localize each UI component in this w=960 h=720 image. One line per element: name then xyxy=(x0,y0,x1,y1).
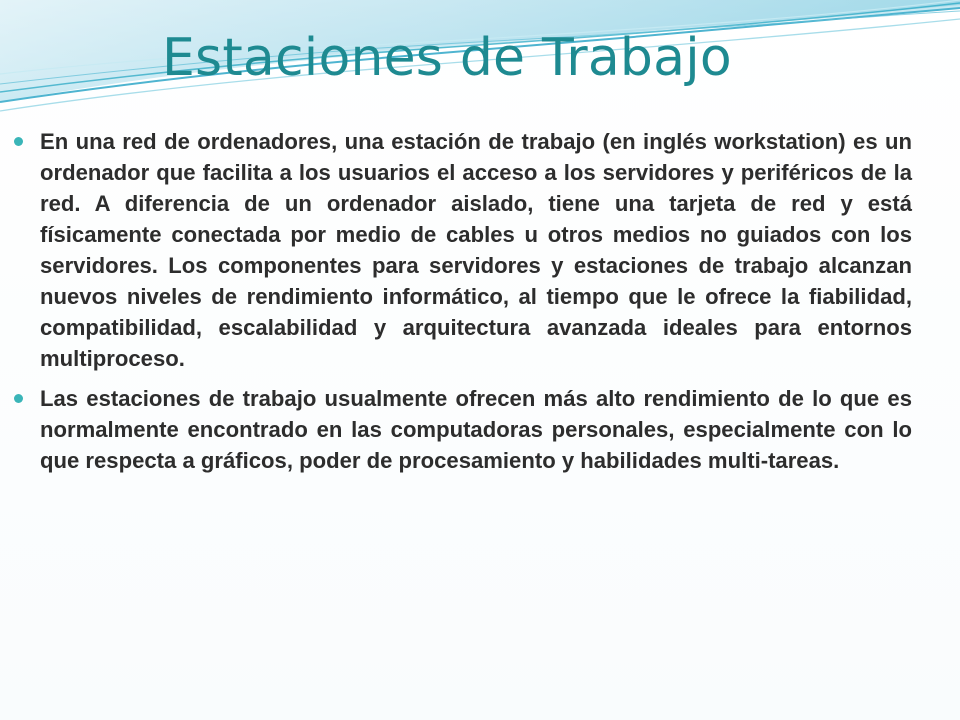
bullet-item xyxy=(40,126,912,374)
bullet-dot-icon xyxy=(14,137,23,146)
bullet-item xyxy=(40,383,912,476)
bullet-text: En una red de ordenadores, una estación de trabajo (en inglés workstation) es un ordenador que facilita a los usuarios el acceso a los servidores y periféricos de la red. A diferencia de un ordenador aislado, tiene una tarjeta de red y está físicamente conectada por medio de cables u otros medios no guiados con los servidores. Los componentes para servidores y estaciones de trabajo alcanzan nuevos niveles de rendimiento informático, al tiempo que le ofrece la fiabilidad, compatibilidad, escalabilidad y arquitectura avanzada ideales para entornos multiproceso. xyxy=(40,129,912,371)
bullet-dot-icon xyxy=(14,394,23,403)
slide-title: Estaciones de Trabajo xyxy=(162,28,732,88)
slide-content xyxy=(0,126,960,476)
bullet-text: Las estaciones de trabajo usualmente ofrecen más alto rendimiento de lo que es normalmente encontrado en las computadoras personales, especialmente con lo que respecta a gráficos, poder de procesamiento y habilidades multi-tareas. xyxy=(40,386,912,473)
